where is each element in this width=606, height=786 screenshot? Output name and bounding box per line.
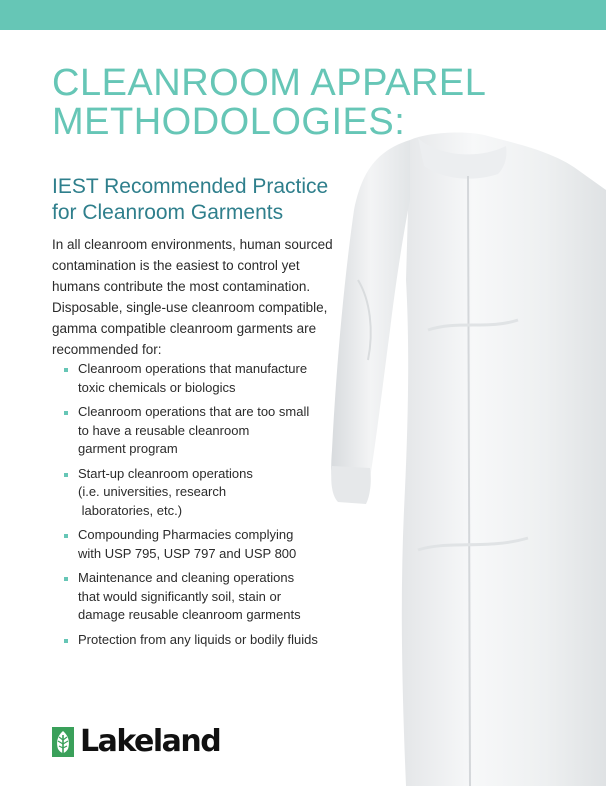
page-title xyxy=(52,64,572,142)
list-item-line: garment program xyxy=(78,441,178,456)
list-item-line: that would significantly soil, stain or xyxy=(78,588,282,604)
intro-paragraph xyxy=(52,234,352,360)
list-item-line: with USP 795, USP 797 and USP 800 xyxy=(78,545,297,561)
list-item-line: to have a reusable cleanroom xyxy=(78,422,250,438)
list-item xyxy=(64,569,354,625)
intro-line: gamma compatible cleanroom garments are xyxy=(52,321,317,336)
list-item xyxy=(64,631,354,650)
leaf-logo-icon xyxy=(52,727,74,757)
list-item-line: Protection from any liquids or bodily fluids xyxy=(78,631,318,647)
coverall-garment-image xyxy=(318,130,606,786)
intro-line: contamination is the easiest to control yet xyxy=(52,258,300,273)
section-subtitle xyxy=(52,174,382,226)
list-item xyxy=(64,403,354,459)
list-item-line: Maintenance and cleaning operations xyxy=(78,570,295,585)
list-item xyxy=(64,526,354,563)
intro-line: In all cleanroom environments, human sourced xyxy=(52,237,333,252)
list-item-line: (i.e. universities, research xyxy=(78,484,227,499)
list-item-line: Cleanroom operations that are too small xyxy=(78,404,310,419)
intro-line: recommended for: xyxy=(52,342,162,357)
list-item xyxy=(64,465,354,521)
list-item xyxy=(64,360,354,397)
lakeland-logo xyxy=(52,722,220,762)
list-item-line: Start-up cleanroom operations xyxy=(78,465,253,481)
logo-wordmark: Lakeland xyxy=(80,724,221,759)
recommendation-list xyxy=(64,360,354,649)
list-item-line: laboratories, etc.) xyxy=(78,502,183,518)
subtitle-line: for Cleanroom Garments xyxy=(52,201,284,224)
list-item-line: Compounding Pharmacies complying xyxy=(78,527,294,542)
subtitle-line: IEST Recommended Practice xyxy=(52,175,329,198)
list-item-line: toxic chemicals or biologics xyxy=(78,379,236,395)
list-item-line: damage reusable cleanroom garments xyxy=(78,607,301,622)
intro-line: humans contribute the most contamination. xyxy=(52,279,311,294)
intro-line: Disposable, single-use cleanroom compatible, xyxy=(52,300,328,315)
list-item-line: Cleanroom operations that manufacture xyxy=(78,361,308,376)
top-color-band xyxy=(0,0,606,30)
title-line: METHODOLOGIES: xyxy=(52,101,406,143)
title-line: CLEANROOM APPAREL xyxy=(52,62,487,104)
